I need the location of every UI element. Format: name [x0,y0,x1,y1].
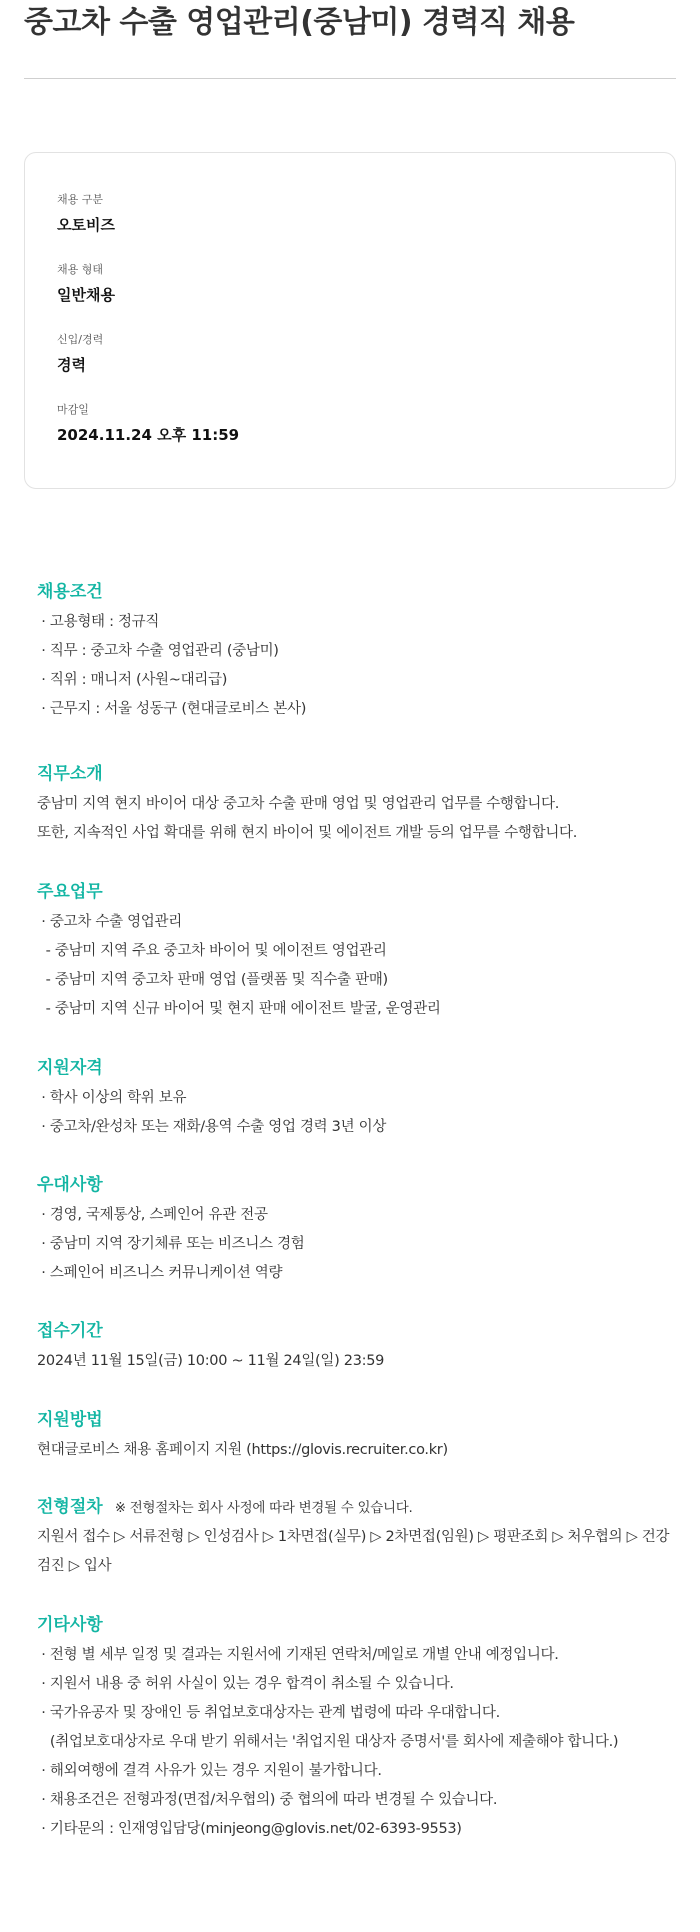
list-item: · 경영, 국제통상, 스페인어 유관 전공 [37,1207,268,1223]
summary-item-type [57,263,115,305]
section-title-row [37,1496,677,1518]
section-method [37,1409,677,1465]
text-line: 중남미 지역 현지 바이어 대상 중고차 수출 판매 영업 및 영업관리 업무를 수행합니다. [37,796,560,812]
summary-value: 일반채용 [57,286,115,304]
list-item: · 국가유공자 및 장애인 등 취업보호대상자는 관계 법령에 따라 우대합니다. [37,1705,500,1721]
text-line: 또한, 지속적인 사업 확대를 위해 현지 바이어 및 에이전트 개발 등의 업무를 수행합니다. [37,825,578,841]
list-item: · 전형 별 세부 일정 및 결과는 지원서에 기재된 연락처/메일로 개별 안내 예정입니다. [37,1647,559,1663]
section-qualifications [37,1057,677,1142]
section-title: 지원자격 [37,1058,103,1078]
list-item: - 중남미 지역 중고차 판매 영업 (플랫폼 및 직수출 판매) [37,972,388,988]
summary-card [24,152,676,489]
summary-label: 마감일 [57,403,89,416]
list-item: · 학사 이상의 학위 보유 [37,1090,187,1106]
summary-item-category [57,193,115,235]
list-item: · 중남미 지역 장기체류 또는 비즈니스 경험 [37,1236,305,1252]
summary-value: 오토비즈 [57,216,115,234]
list-item: · 지원서 내용 중 허위 사실이 있는 경우 합격이 취소될 수 있습니다. [37,1676,454,1692]
section-preferred [37,1174,677,1288]
summary-item-deadline [57,403,239,445]
text-line: 2024년 11월 15일(금) 10:00 ~ 11월 24일(일) 23:59 [37,1353,385,1369]
section-title: 기타사항 [37,1615,103,1635]
section-title: 주요업무 [37,882,103,902]
list-item: · 중고차 수출 영업관리 [37,914,182,930]
text-line: 현대글로비스 채용 홈페이지 지원 (https://glovis.recruiter.co.kr) [37,1442,448,1458]
list-item: · 해외여행에 결격 사유가 있는 경우 지원이 불가합니다. [37,1763,382,1779]
section-title: 직무소개 [37,764,103,784]
section-duties [37,881,677,1024]
section-etc [37,1614,677,1844]
section-note: ※ 전형절차는 회사 사정에 따라 변경될 수 있습니다. [114,1500,413,1516]
text-line: 검진 ▷ 입사 [37,1558,112,1574]
section-job-intro [37,763,677,848]
list-item: · 스페인어 비즈니스 커뮤니케이션 역량 [37,1265,283,1281]
list-item: · 고용형태 : 정규직 [37,614,160,630]
list-item: · 기타문의 : 인재영입담당(minjeong@glovis.net/02-6393-9553) [37,1821,462,1837]
section-title: 우대사항 [37,1175,103,1195]
section-title: 전형절차 [37,1497,103,1517]
section-conditions [37,581,677,724]
list-item: - 중남미 지역 주요 중고차 바이어 및 에이전트 영업관리 [37,943,387,959]
section-process [37,1496,677,1581]
list-item: · 직무 : 중고차 수출 영업관리 (중남미) [37,643,279,659]
section-title: 지원방법 [37,1410,103,1430]
list-item: - 중남미 지역 신규 바이어 및 현지 판매 에이전트 발굴, 운영관리 [37,1001,441,1017]
summary-label: 채용 구분 [57,193,104,206]
section-period [37,1320,677,1376]
title-divider [24,78,676,79]
section-title: 접수기간 [37,1321,103,1341]
list-item: · 채용조건은 전형과정(면접/처우협의) 중 협의에 따라 변경될 수 있습니다. [37,1792,498,1808]
text-line: 지원서 접수 ▷ 서류전형 ▷ 인성검사 ▷ 1차면접(실무) ▷ 2차면접(임원) ▷ 평판조회 ▷ 처우협의 ▷ 건강 [37,1529,670,1545]
summary-label: 채용 형태 [57,263,104,276]
summary-value: 경력 [57,356,86,374]
list-item: · 중고차/완성차 또는 재화/용역 수출 영업 경력 3년 이상 [37,1119,387,1135]
summary-value: 2024.11.24 오후 11:59 [57,426,240,444]
summary-item-career [57,333,103,375]
list-item: (취업보호대상자로 우대 받기 위해서는 '취업지원 대상자 증명서'를 회사에 제출해야 합니다.) [37,1734,619,1750]
page-title: 중고차 수출 영업관리(중남미) 경력직 채용 [24,5,575,40]
section-title: 채용조건 [37,582,103,602]
list-item: · 직위 : 매니저 (사원~대리급) [37,672,228,688]
summary-label: 신입/경력 [57,333,104,346]
list-item: · 근무지 : 서울 성동구 (현대글로비스 본사) [37,701,307,717]
